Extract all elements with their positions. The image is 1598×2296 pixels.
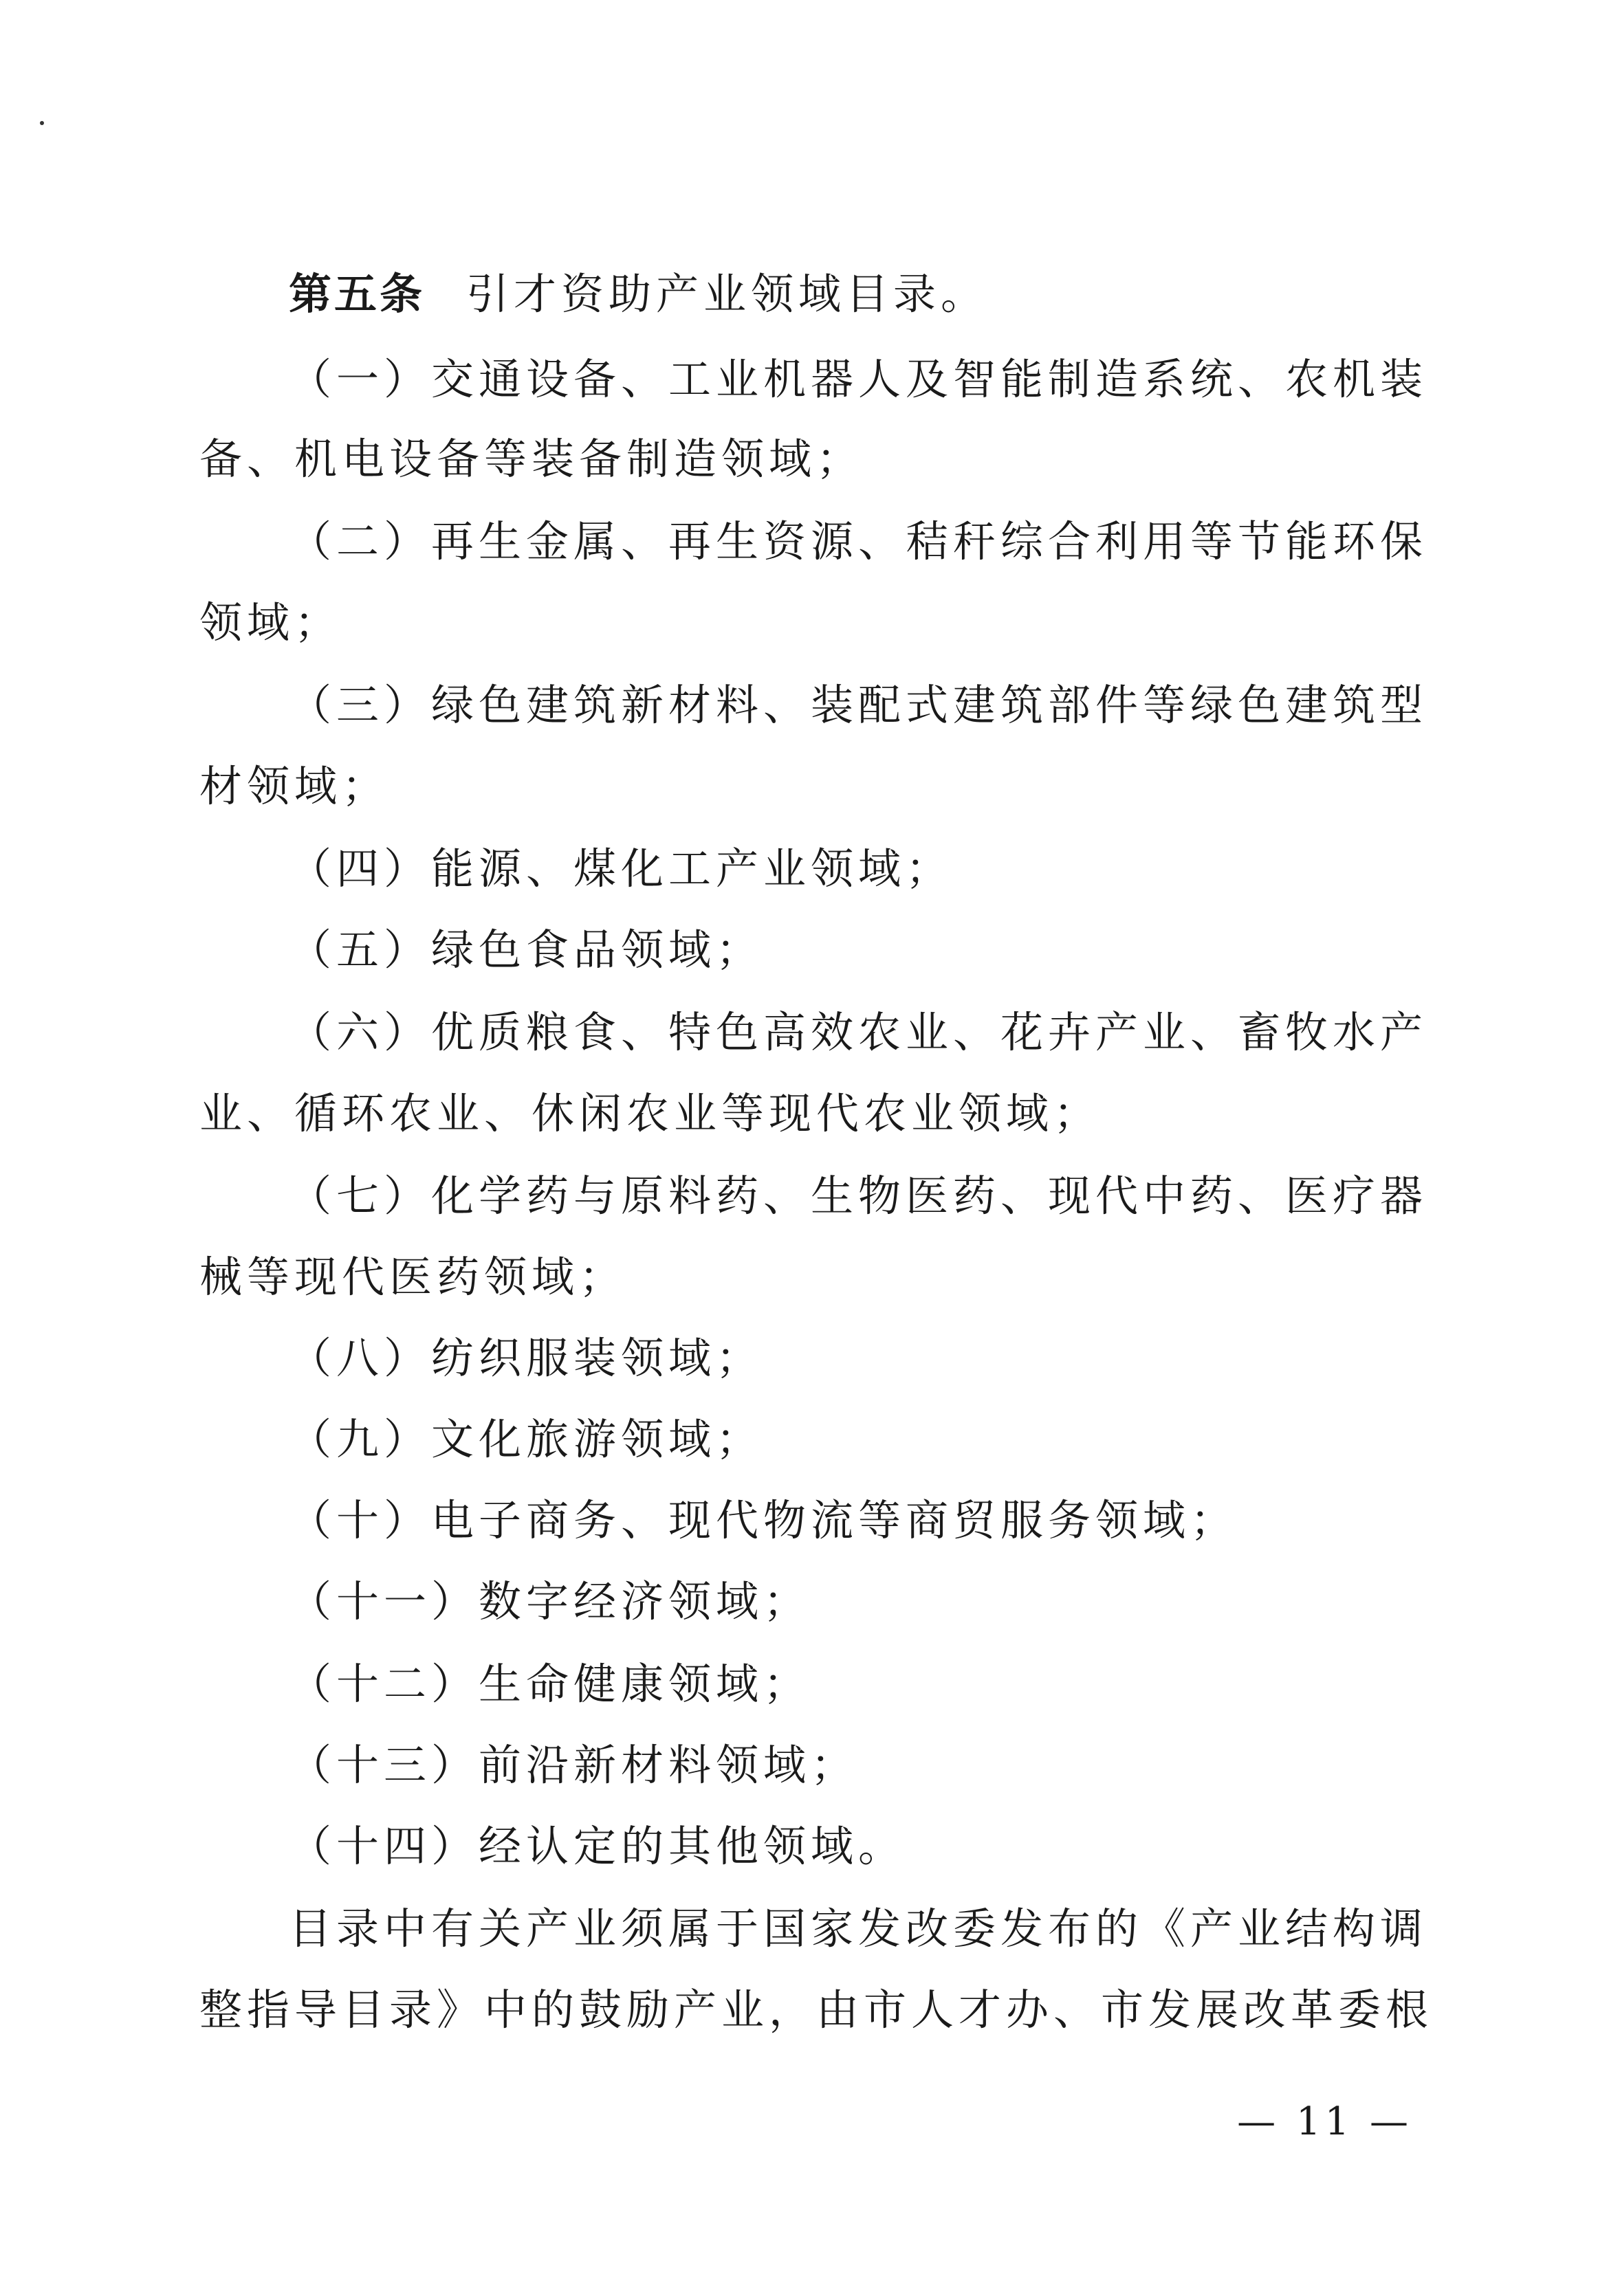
list-item: （十二）生命健康领域； xyxy=(289,1659,811,1709)
list-item: （九）文化旅游领域； xyxy=(289,1414,764,1464)
note-paragraph-line: 目录中有关产业须属于国家发改委发布的《产业结构调 xyxy=(289,1903,1428,1954)
list-item: （十）电子商务、现代物流等商贸服务领域； xyxy=(289,1495,1238,1545)
scan-speck xyxy=(40,121,44,125)
list-item-continuation: 领域； xyxy=(199,597,342,648)
page-number: — 11 — xyxy=(1237,2099,1412,2144)
list-item: （七）化学药与原料药、生物医药、现代中药、医疗器 xyxy=(289,1171,1428,1221)
list-item-continuation: 业、循环农业、休闲农业等现代农业领域； xyxy=(199,1088,1102,1138)
article-heading-line xyxy=(0,269,1598,319)
list-item: （八）纺织服装领域； xyxy=(289,1333,764,1383)
list-item: （四）能源、煤化工产业领域； xyxy=(289,843,954,894)
list-item: （六）优质粮食、特色高效农业、花卉产业、畜牧水产 xyxy=(289,1007,1428,1057)
note-paragraph-continuation: 整指导目录》中的鼓励产业，由市人才办、市发展改革委根 xyxy=(199,1985,1434,2035)
list-item-continuation: 械等现代医药领域； xyxy=(199,1252,627,1302)
list-item: （十一）数字经济领域； xyxy=(289,1576,811,1626)
list-item: （十三）前沿新材料领域； xyxy=(289,1740,859,1790)
list-item: （二）再生金属、再生资源、秸秆综合利用等节能环保 xyxy=(289,516,1428,566)
article-title: 引才资助产业领域目录。 xyxy=(466,269,989,319)
list-item-continuation: 材领域； xyxy=(199,761,390,811)
list-item: （一）交通设备、工业机器人及智能制造系统、农机装 xyxy=(289,354,1428,404)
article-number: 第五条 xyxy=(289,269,426,319)
list-item: （三）绿色建筑新材料、装配式建筑部件等绿色建筑型 xyxy=(289,680,1428,730)
list-item: （五）绿色食品领域； xyxy=(289,925,764,975)
list-item-continuation: 备、机电设备等装备制造领域； xyxy=(199,434,864,484)
list-item: （十四）经认定的其他领域。 xyxy=(289,1821,906,1871)
